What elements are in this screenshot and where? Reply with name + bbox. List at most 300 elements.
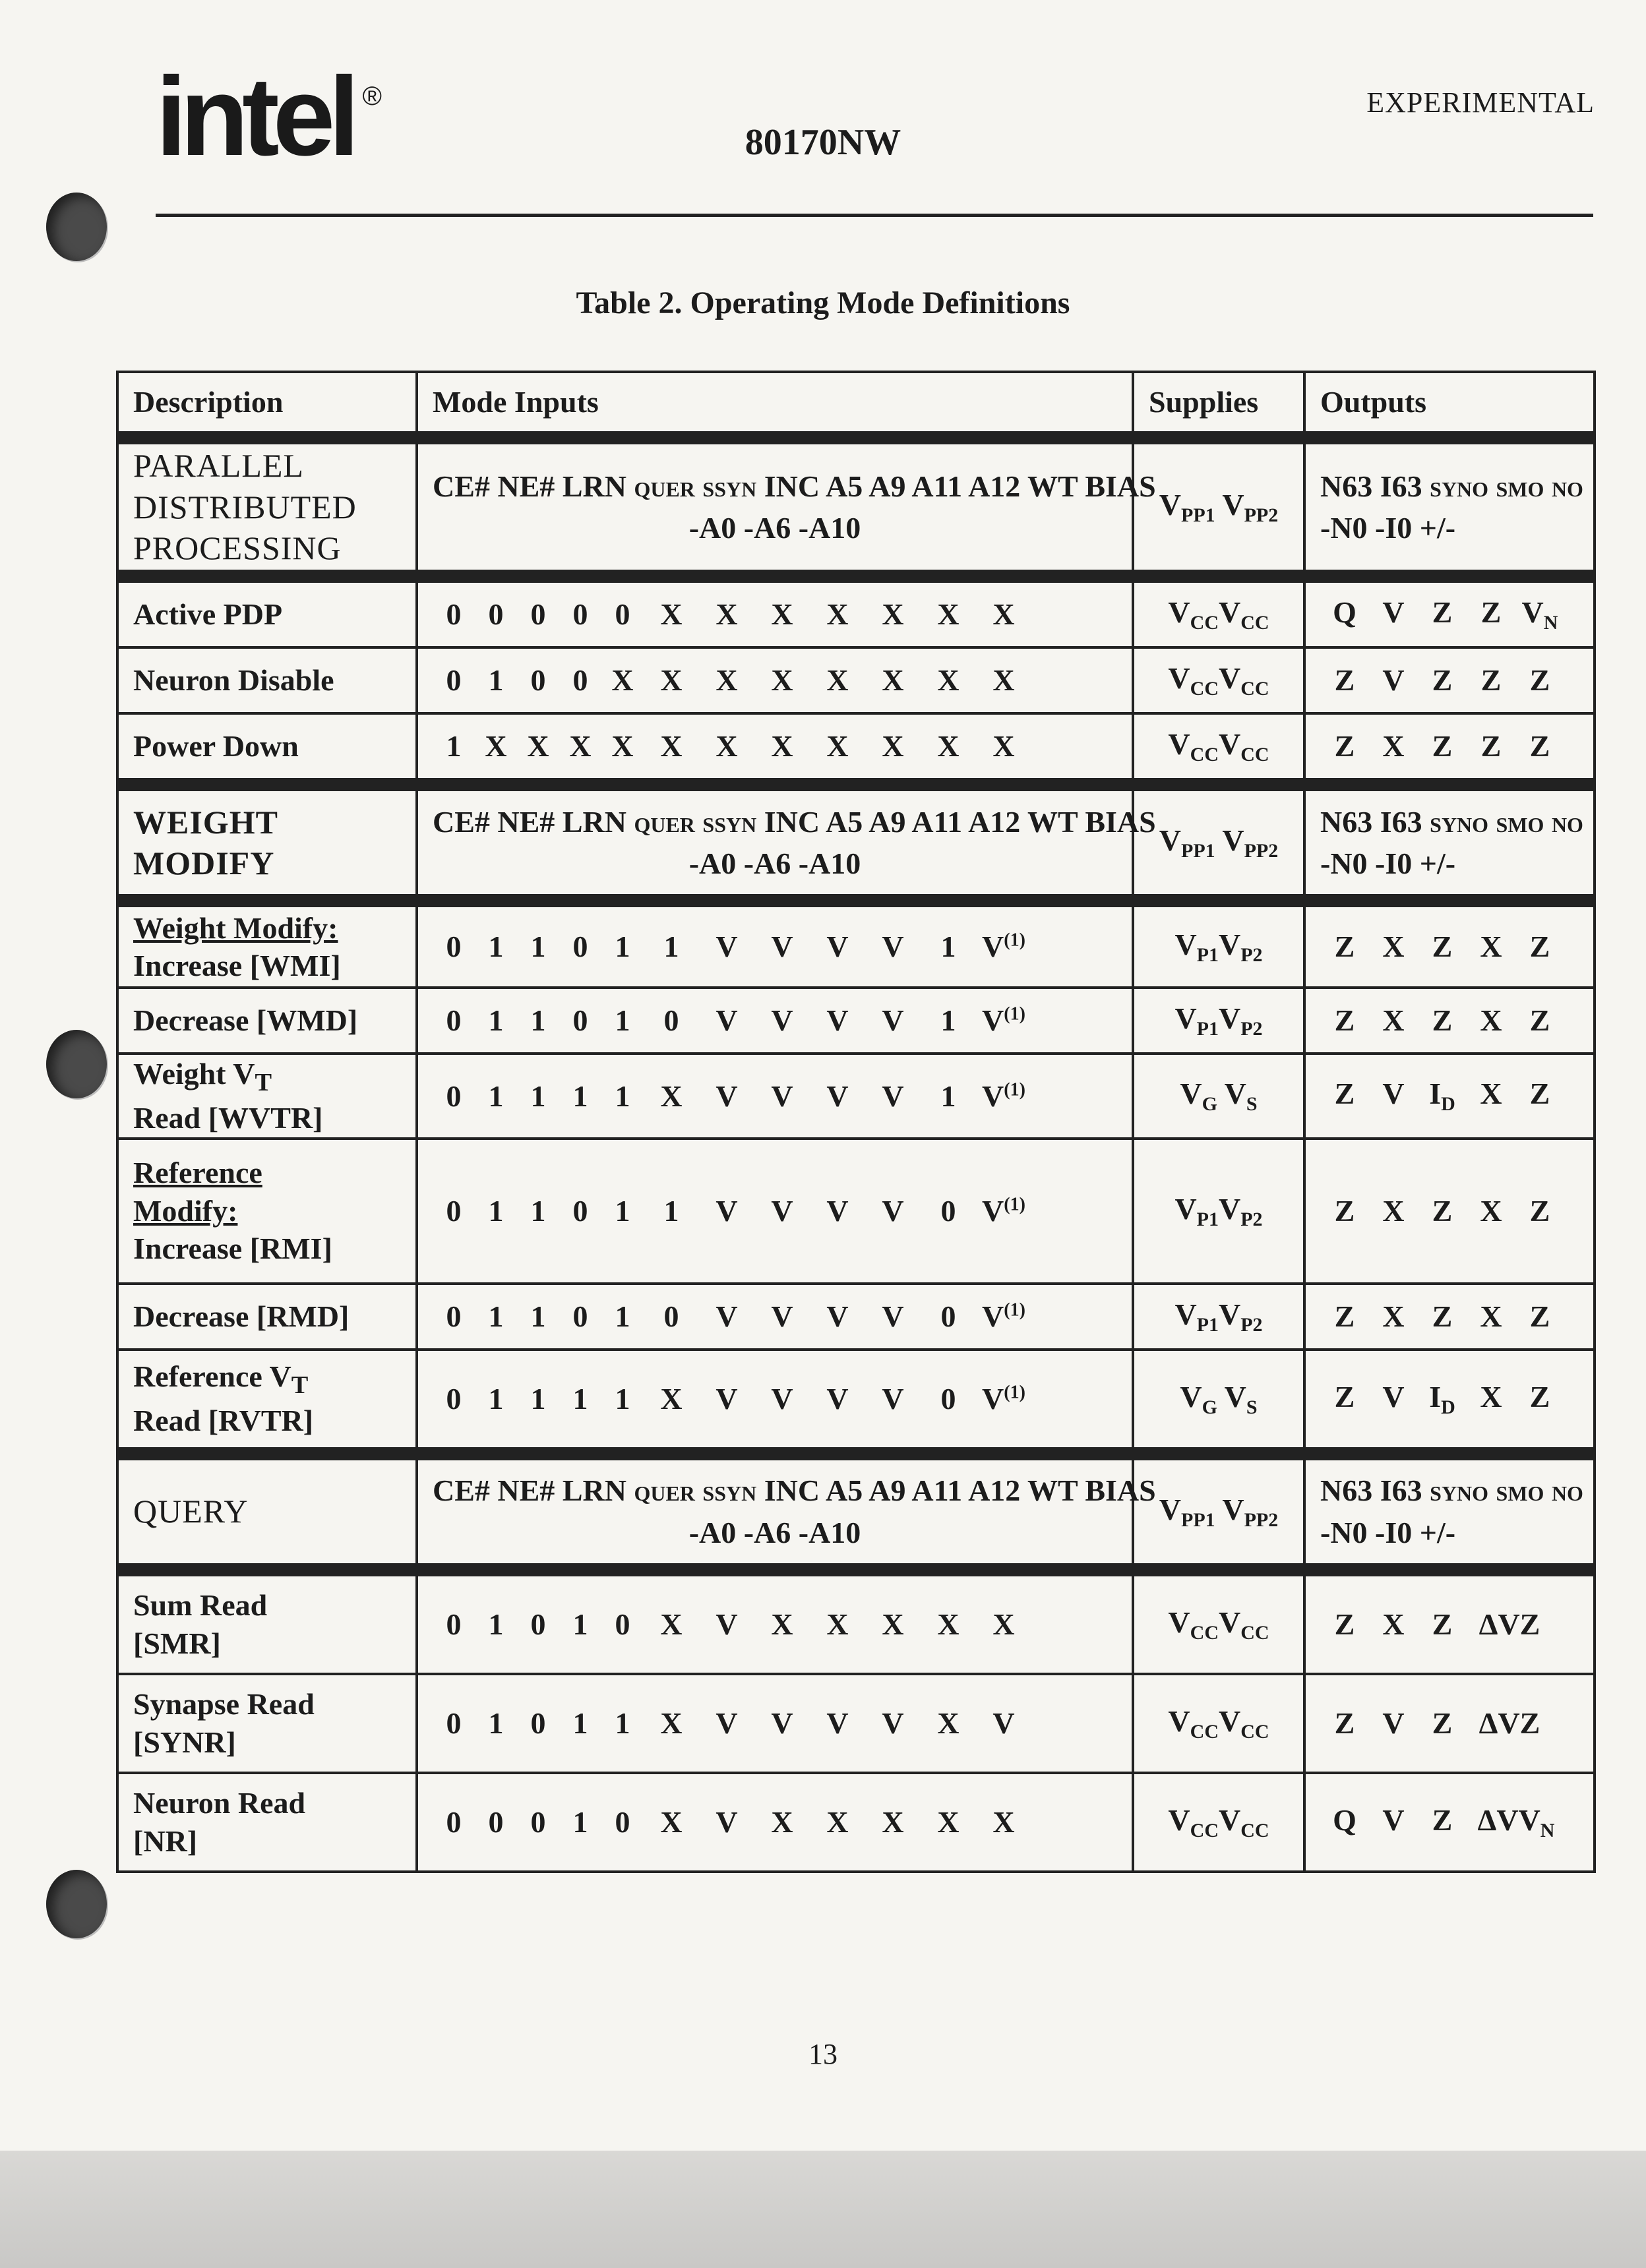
scan-background [0, 2151, 1646, 2268]
input-signal: QUER [634, 812, 695, 837]
input-signal: A5 [826, 469, 863, 503]
input-signal: A5 [826, 1474, 863, 1508]
output-signal: SYNO [1430, 477, 1489, 501]
supply-subscript: CC [1240, 678, 1269, 700]
input-bit: 1 [530, 1381, 546, 1416]
input-bit: X [771, 1805, 793, 1839]
mode-input-values [417, 713, 1133, 785]
input-bit: 1 [615, 1079, 630, 1113]
output-value: Z [1432, 1803, 1453, 1837]
input-bit: X [771, 729, 793, 763]
outputs-header-line1 [1320, 805, 1583, 839]
output-value: Z [1529, 1379, 1550, 1414]
input-signal: INC [764, 1474, 820, 1508]
supply-subscript: G [1202, 1093, 1217, 1116]
mode-input-values [417, 901, 1133, 988]
supply-subscript: PP1 [1181, 840, 1215, 862]
input-bit: 1 [615, 1381, 630, 1416]
input-bit: 0 [446, 1299, 462, 1333]
supply-subscript: P1 [1196, 1208, 1219, 1230]
input-signal: A12 [968, 469, 1021, 503]
output-value: V [1382, 595, 1405, 630]
footnote-marker: (1) [1004, 1299, 1025, 1321]
column-header-outputs: Outputs [1304, 372, 1595, 438]
footnote-marker: (1) [1004, 1079, 1025, 1100]
description-line: Modify: [133, 1193, 238, 1228]
row-description [117, 1054, 417, 1139]
input-bit: 0 [446, 1381, 462, 1416]
supply-subscript: CC [1240, 1720, 1269, 1743]
table-row [117, 1054, 1595, 1139]
output-value: Z [1334, 930, 1355, 964]
supply-subscript: CC [1240, 1819, 1269, 1841]
mode-inputs-header-line2: -A0 -A6 -A10 [688, 511, 861, 545]
mode-input-values [417, 988, 1133, 1054]
output-signal: SYNO [1430, 1481, 1489, 1506]
output-value: Z [1432, 1299, 1453, 1333]
input-bit: V [882, 1193, 904, 1228]
input-bit: V [771, 1079, 793, 1113]
input-bit: X [611, 663, 634, 698]
input-signal: CE# [433, 1474, 490, 1508]
input-bit: X [992, 1607, 1015, 1641]
description-line: Synapse Read [133, 1687, 315, 1721]
output-value: ΔVZ [1478, 1706, 1540, 1740]
input-bit: 0 [530, 1607, 546, 1641]
input-signal: QUER [634, 1481, 695, 1506]
input-bit: 0 [446, 1079, 462, 1113]
input-signal: NE# [497, 804, 555, 839]
output-value: Z [1432, 930, 1453, 964]
output-value: $I_D$ [1429, 1379, 1455, 1418]
input-bit: 0 [572, 1299, 588, 1333]
input-bit: $V^{(1)}$ [982, 1193, 1025, 1228]
input-bit: 1 [615, 1003, 630, 1038]
input-signal: INC [764, 469, 820, 503]
input-bit: V [882, 1003, 904, 1038]
input-bit: 1 [488, 1079, 504, 1113]
description-line: [SYNR] [133, 1725, 236, 1759]
output-value: X [1480, 1193, 1502, 1228]
supply-subscript: P2 [1240, 1313, 1263, 1336]
section-header-row [117, 1454, 1595, 1570]
input-signal: LRN [562, 804, 626, 839]
supply-subscript: CC [1190, 1819, 1219, 1841]
description-subscript: T [291, 1371, 309, 1400]
input-signal: A9 [869, 804, 906, 839]
output-values [1304, 1350, 1595, 1454]
input-bit: V [882, 1381, 904, 1416]
input-signal: A11 [911, 1474, 963, 1508]
input-bit: V [771, 1193, 793, 1228]
supply-subscript: P1 [1196, 1313, 1219, 1336]
output-value: Z [1432, 663, 1453, 698]
input-bit: X [992, 597, 1015, 632]
output-value: Z [1529, 1299, 1550, 1333]
output-value: X [1382, 729, 1405, 763]
input-bit: 1 [615, 1706, 630, 1740]
supply-values: $V_{CC}V_{CC}$ [1133, 1674, 1304, 1773]
supply-subscript: P2 [1240, 1208, 1263, 1230]
input-signal: BIAS [1085, 469, 1156, 503]
section-title-line: PROCESSING [133, 529, 342, 567]
output-value: X [1382, 1607, 1405, 1641]
output-value: X [1480, 1299, 1502, 1333]
input-signal: NE# [497, 1474, 555, 1508]
input-bit: 1 [940, 930, 956, 964]
output-value: X [1382, 1299, 1405, 1333]
input-bit: X [882, 597, 904, 632]
output-values [1304, 1284, 1595, 1350]
output-value: V [1382, 1803, 1405, 1837]
table-row [117, 901, 1595, 988]
mode-input-values [417, 1284, 1133, 1350]
column-header-mode-inputs: Mode Inputs [417, 372, 1133, 438]
description-line: [SMR] [133, 1626, 221, 1660]
footnote-marker: (1) [1004, 930, 1025, 951]
outputs-header-line2: -N0 -I0 +/- [1320, 847, 1456, 880]
supply-subscript: CC [1190, 1621, 1219, 1644]
input-bit: X [882, 1805, 904, 1839]
output-value: Z [1529, 1193, 1550, 1228]
mode-input-values [417, 1674, 1133, 1773]
description-line: Decrease [WMD] [133, 1003, 358, 1038]
input-bit: X [937, 597, 960, 632]
supply-values: $V_{P1}V_{P2}$ [1133, 901, 1304, 988]
input-bit: 1 [446, 729, 462, 763]
input-bit: 1 [488, 1193, 504, 1228]
input-bit: X [660, 729, 683, 763]
input-bit: X [937, 663, 960, 698]
input-bit: 0 [572, 597, 588, 632]
input-bit: 1 [488, 930, 504, 964]
output-subscript: N [1540, 1819, 1555, 1841]
output-signal: SYNO [1430, 812, 1489, 837]
input-signal: SSYN [702, 1481, 757, 1506]
input-bit: 1 [530, 1193, 546, 1228]
input-bit: 0 [663, 1299, 679, 1333]
output-values [1304, 1054, 1595, 1139]
description-line: [NR] [133, 1824, 198, 1858]
input-bit: X [660, 1381, 683, 1416]
supply-values: $V_{P1}V_{P2}$ [1133, 988, 1304, 1054]
input-bit: 0 [940, 1299, 956, 1333]
input-bit: 1 [615, 1193, 630, 1228]
description-line: Active PDP [133, 597, 283, 632]
input-bit: X [660, 1607, 683, 1641]
input-bit: X [826, 729, 849, 763]
mode-inputs-header-line2: -A0 -A6 -A10 [688, 1515, 861, 1549]
input-bit: V [882, 930, 904, 964]
supply-subscript: PP2 [1244, 1508, 1279, 1531]
input-bit: V [771, 1381, 793, 1416]
output-value: Z [1334, 1003, 1355, 1038]
input-bit: 0 [572, 1003, 588, 1038]
input-signal: WT [1027, 469, 1078, 503]
input-bit: 1 [663, 930, 679, 964]
output-value: Z [1334, 729, 1355, 763]
input-bit: V [771, 1706, 793, 1740]
output-value: Z [1432, 1003, 1453, 1038]
supply-values: $V_{P1}V_{P2}$ [1133, 1139, 1304, 1284]
supplies-header: $V_{PP1}$ $V_{PP2}$ [1133, 1454, 1304, 1570]
supply-subscript: S [1246, 1093, 1258, 1116]
input-bit: 1 [488, 663, 504, 698]
input-bit: 1 [488, 1607, 504, 1641]
description-line: Read [WVTR] [133, 1101, 323, 1135]
input-bit: X [660, 663, 683, 698]
input-signal: SSYN [702, 477, 757, 501]
description-line: Decrease [RMD] [133, 1299, 350, 1333]
input-bit: 0 [615, 1805, 630, 1839]
input-bit: V [992, 1706, 1015, 1740]
output-values [1304, 713, 1595, 785]
input-signal: BIAS [1085, 804, 1156, 839]
input-signal: A12 [968, 804, 1021, 839]
footnote-marker: (1) [1004, 1194, 1025, 1215]
operating-mode-table [116, 371, 1596, 1873]
input-bit: 0 [530, 1706, 546, 1740]
section-title-line: MODIFY [133, 845, 275, 881]
input-bit: V [826, 1299, 849, 1333]
input-bit: 0 [940, 1193, 956, 1228]
input-bit: $V^{(1)}$ [982, 1299, 1025, 1333]
output-value: Z [1432, 1607, 1453, 1641]
description-line: Neuron Read [133, 1786, 306, 1820]
output-values [1304, 988, 1595, 1054]
output-signal: N63 [1320, 469, 1373, 503]
input-bit: 1 [488, 1381, 504, 1416]
column-header-supplies: Supplies [1133, 372, 1304, 438]
output-signal: N63 [1320, 1474, 1373, 1508]
input-bit: 0 [446, 663, 462, 698]
table-row [117, 1284, 1595, 1350]
input-bit: 0 [530, 663, 546, 698]
outputs-header [1304, 438, 1595, 576]
output-value: ΔVZ [1478, 1607, 1540, 1641]
output-value: X [1382, 1193, 1405, 1228]
section-title [117, 785, 417, 901]
output-values [1304, 576, 1595, 647]
supply-subscript: P2 [1240, 944, 1263, 967]
input-bit: $V^{(1)}$ [982, 1381, 1025, 1416]
output-signal: I63 [1380, 804, 1422, 839]
output-value: Z [1529, 729, 1550, 763]
input-bit: V [771, 1003, 793, 1038]
output-value: V [1382, 1077, 1405, 1111]
supply-subscript: CC [1190, 678, 1219, 700]
section-header-row [117, 438, 1595, 576]
row-description [117, 1284, 417, 1350]
supply-subscript: CC [1240, 612, 1269, 634]
supply-values: $V_{CC}V_{CC}$ [1133, 1570, 1304, 1674]
supplies-header: $V_{PP1}$ $V_{PP2}$ [1133, 438, 1304, 576]
input-bit: 0 [488, 1805, 504, 1839]
output-value: Z [1334, 663, 1355, 698]
input-bit: V [716, 1805, 738, 1839]
mode-input-values [417, 1054, 1133, 1139]
input-bit: X [569, 729, 592, 763]
input-signal: LRN [562, 469, 626, 503]
input-bit: X [527, 729, 549, 763]
mode-inputs-header [417, 438, 1156, 576]
output-signal: SMO [1496, 812, 1544, 837]
input-bit: X [937, 1805, 960, 1839]
description-line: Read [RVTR] [133, 1404, 314, 1438]
intel-logo: intel ® [156, 54, 382, 179]
input-bit: 0 [446, 1805, 462, 1839]
supply-subscript: CC [1240, 1621, 1269, 1644]
output-value: X [1382, 930, 1405, 964]
outputs-header-line1 [1320, 1474, 1583, 1507]
output-values [1304, 901, 1595, 988]
input-signal: A12 [968, 1474, 1021, 1508]
output-value: $V_N$ [1521, 595, 1558, 634]
mode-inputs-header-line2: -A0 -A6 -A10 [688, 847, 861, 880]
output-value: Z [1432, 1706, 1453, 1740]
input-bit: X [660, 1706, 683, 1740]
output-subscript: D [1441, 1396, 1455, 1418]
description-line: Sum Read [133, 1588, 268, 1623]
section-title-line: QUERY [133, 1493, 249, 1530]
description-line: Weight $V_T$ [133, 1057, 272, 1097]
output-subscript: D [1441, 1093, 1455, 1116]
description-line: Increase [WMI] [133, 949, 341, 982]
input-bit: X [992, 663, 1015, 698]
output-value: $I_D$ [1429, 1077, 1455, 1116]
row-description [117, 713, 417, 785]
output-value: X [1480, 1379, 1502, 1414]
input-bit: 0 [446, 930, 462, 964]
input-signal: WT [1027, 804, 1078, 839]
binder-hole-bottom [46, 1870, 107, 1938]
input-bit: 0 [572, 663, 588, 698]
input-bit: $V^{(1)}$ [982, 930, 1025, 964]
mode-input-values [417, 1139, 1133, 1284]
input-bit: 0 [446, 1193, 462, 1228]
output-signal: SMO [1496, 1481, 1544, 1506]
input-signal: A5 [826, 804, 863, 839]
footnote-marker: (1) [1004, 1003, 1025, 1025]
output-value: Z [1334, 1077, 1355, 1111]
mode-inputs-header [417, 785, 1156, 901]
output-value: Z [1480, 663, 1502, 698]
output-signal: SMO [1496, 477, 1544, 501]
input-bit: 1 [572, 1381, 588, 1416]
input-signal: A11 [911, 469, 963, 503]
supply-values: $V_G$ $V_S$ [1133, 1054, 1304, 1139]
column-header-description: Description [117, 372, 417, 438]
output-value: Q [1333, 1803, 1356, 1837]
output-signal: NO [1551, 477, 1583, 501]
supply-values: $V_{CC}V_{CC}$ [1133, 1773, 1304, 1872]
supply-values: $V_{CC}V_{CC}$ [1133, 576, 1304, 647]
row-description [117, 576, 417, 647]
supply-subscript: CC [1190, 744, 1219, 766]
description-line: Power Down [133, 729, 299, 763]
input-bit: V [771, 1299, 793, 1333]
input-bit: 1 [663, 1193, 679, 1228]
input-signal: A9 [869, 469, 906, 503]
output-value: V [1382, 663, 1405, 698]
input-bit: 1 [572, 1805, 588, 1839]
output-value: X [1480, 1003, 1502, 1038]
output-values [1304, 1674, 1595, 1773]
supply-subscript: P1 [1196, 1018, 1219, 1040]
output-value: Z [1334, 1299, 1355, 1333]
input-bit: X [937, 1706, 960, 1740]
table-row [117, 1674, 1595, 1773]
mode-inputs-header-line1 [433, 805, 1156, 839]
supply-subscript: P2 [1240, 1018, 1263, 1040]
input-bit: X [771, 663, 793, 698]
supply-values: $V_{CC}V_{CC}$ [1133, 713, 1304, 785]
output-value: Z [1480, 595, 1502, 630]
section-title-line: WEIGHT [133, 803, 278, 841]
supply-values: $V_G$ $V_S$ [1133, 1350, 1304, 1454]
input-signal: WT [1027, 1474, 1078, 1508]
row-description [117, 647, 417, 713]
document-status: EXPERIMENTAL [1366, 86, 1595, 119]
row-description [117, 988, 417, 1054]
supply-subscript: PP1 [1181, 504, 1215, 527]
input-bit: 1 [488, 1706, 504, 1740]
input-bit: 1 [940, 1003, 956, 1038]
supply-subscript: PP2 [1244, 504, 1279, 527]
input-bit: V [716, 1706, 738, 1740]
output-value: Z [1334, 1706, 1355, 1740]
input-bit: V [882, 1079, 904, 1113]
input-bit: 1 [572, 1607, 588, 1641]
description-subscript: T [255, 1069, 272, 1097]
input-bit: X [611, 729, 634, 763]
input-bit: X [660, 597, 683, 632]
output-values [1304, 1570, 1595, 1674]
supply-subscript: G [1202, 1396, 1217, 1418]
input-bit: 0 [446, 1607, 462, 1641]
mode-input-values [417, 1570, 1133, 1674]
input-bit: V [716, 1607, 738, 1641]
output-value: $\Delta VV_N$ [1477, 1803, 1555, 1841]
row-description [117, 901, 417, 988]
section-title-line: DISTRIBUTED [133, 488, 357, 525]
input-bit: V [826, 1003, 849, 1038]
output-value: Z [1529, 663, 1550, 698]
supply-values: $V_{CC}V_{CC}$ [1133, 647, 1304, 713]
footnote-marker: (1) [1004, 1382, 1025, 1403]
input-bit: X [937, 1607, 960, 1641]
input-bit: 0 [488, 597, 504, 632]
supply-values: $V_{P1}V_{P2}$ [1133, 1284, 1304, 1350]
input-bit: 1 [572, 1706, 588, 1740]
description-line: Reference $V_T$ [133, 1359, 309, 1400]
input-bit: X [716, 729, 738, 763]
output-value: Z [1529, 1077, 1550, 1111]
input-bit: V [882, 1706, 904, 1740]
output-value: Z [1334, 1607, 1355, 1641]
output-values [1304, 1773, 1595, 1872]
input-bit: V [826, 1706, 849, 1740]
input-bit: X [937, 729, 960, 763]
input-signal: BIAS [1085, 1474, 1156, 1508]
header-rule [156, 214, 1593, 217]
mode-input-values [417, 576, 1133, 647]
section-title [117, 438, 417, 576]
mode-input-values [417, 1773, 1133, 1872]
input-bit: X [882, 1607, 904, 1641]
input-bit: X [660, 1079, 683, 1113]
input-bit: X [826, 1607, 849, 1641]
